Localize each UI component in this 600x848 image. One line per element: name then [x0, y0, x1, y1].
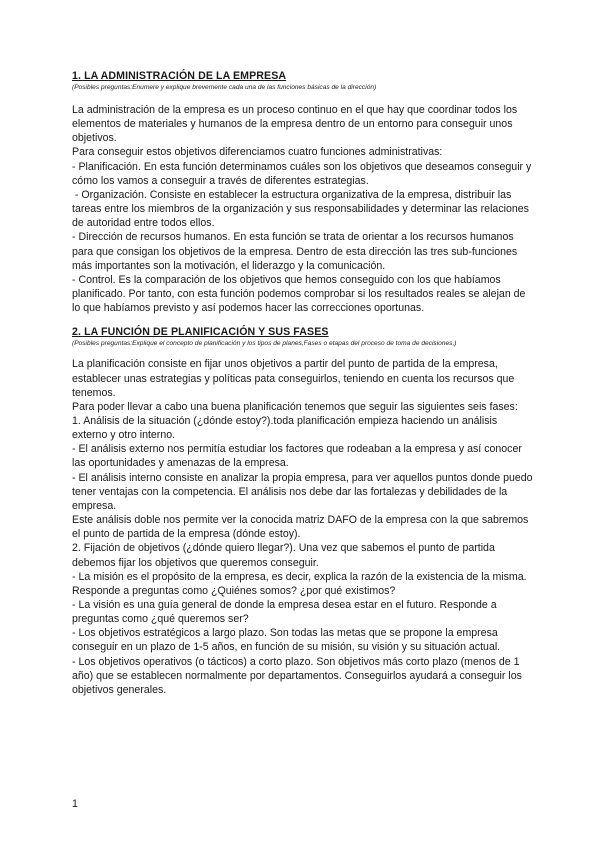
paragraph: - Dirección de recursos humanos. En esta función se trata de orientar a los recursos humanos para que consigan los objetivos de la empresa. Dentro de esta dirección las tres sub-funciones más importantes son la motivación, el liderazgo y la comunicación. — [72, 231, 518, 272]
section-planificacion — [72, 326, 534, 697]
paragraph: Este análisis doble nos permite ver la conocida matriz DAFO de la empresa con la que sabremos el punto de partida de la empresa (dónde estoy). — [72, 514, 529, 541]
paragraph: Para poder llevar a cabo una buena planificación tenemos que seguir las siguientes seis fases: — [72, 400, 518, 413]
paragraph: - Los objetivos operativos (o tácticos) a corto plazo. Son objetivos más corto plazo (menos de 1 año) que se establecen normalmente por departamentos. Conseguirlos ayudará a conseguir los objetivos generales. — [72, 655, 522, 696]
paragraph: - Control. Es la comparación de los objetivos que hemos conseguido con los que habíamos planificado. Por tanto, con esta función podemos comprobar si los resultados reales se alejan de lo que habíamos previsto y así podemos hacer las correcciones oportunas. — [72, 273, 526, 315]
section-administracion — [72, 70, 534, 315]
paragraph: La administración de la empresa es un proceso continuo en el que hay que coordinar todos los elementos de materiales y humanos de la empresa dentro de un entorno para conseguir unos objetivos. — [72, 104, 518, 145]
section-body — [72, 357, 534, 697]
paragraph: - Organización. Consiste en establecer la estructura organizativa de la empresa, distribuir las tareas entre los miembros de la organización y sus responsabilidades y determinar las relaciones de autoridad entre todos ellos. — [72, 188, 532, 230]
section-note: (Posibles preguntas:Enumere y explique brevemente cada una de las funciones básicas de la dirección) — [72, 84, 377, 91]
paragraph: - La misión es el propósito de la empresa, es decir, explica la razón de la existencia de la misma. Responde a preguntas como ¿Quiénes somos? ¿por qué existimos? — [72, 570, 527, 597]
document-page — [72, 70, 534, 697]
paragraph: 2. Fijación de objetivos (¿dónde quiero llegar?). Una vez que sabemos el punto de partida debemos fijar los objetivos que queremos conseguir. — [72, 542, 495, 569]
paragraph: - El análisis interno consiste en analizar la propia empresa, para ver aquellos puntos donde puedo tener ventajas con la competencia. El análisis nos debe dar las fortalezas y debilidades de la empresa. — [72, 471, 533, 512]
paragraph: - Los objetivos estratégicos a largo plazo. Son todas las metas que se propone la empresa conseguir en un plazo de 1-5 años, en función de su misión, su visión y su situación actual. — [72, 627, 501, 654]
section-body — [72, 103, 534, 315]
paragraph: - Planificación. En esta función determinamos cuáles son los objetivos que deseamos conseguir y cómo los vamos a conseguir a través de diferentes estrategias. — [72, 160, 532, 187]
section-title: 2. LA FUNCIÓN DE PLANIFICACIÓN Y SUS FASES — [72, 326, 329, 339]
section-note: (Posibles preguntas:Explique el concepto de planificación y los tipos de planes,Fases o etapas del proceso de toma de decisiones,) — [72, 340, 457, 348]
paragraph: - El análisis externo nos permitía estudiar los factores que rodeaban a la empresa y así conocer las oportunidades y amenazas de la empresa. — [72, 443, 528, 470]
paragraph: - La visión es una guía general de donde la empresa desea estar en el futuro. Responde a preguntas como ¿qué queremos ser? — [72, 599, 497, 626]
paragraph: La planificación consiste en fijar unos objetivos a partir del punto de partida de la empresa, establecer unas estrategias y políticas pata conseguirlos, teniendo en cuenta los recursos que tenemos. — [72, 358, 515, 399]
paragraph: Para conseguir estos objetivos diferenciamos cuatro funciones administrativas: — [72, 146, 443, 159]
page-number: 1 — [72, 798, 78, 810]
paragraph: 1. Análisis de la situación (¿dónde estoy?).toda planificación empieza haciendo un análisis externo y otro interno. — [72, 414, 498, 442]
section-title: 1. LA ADMINISTRACIÓN DE LA EMPRESA — [72, 70, 287, 82]
